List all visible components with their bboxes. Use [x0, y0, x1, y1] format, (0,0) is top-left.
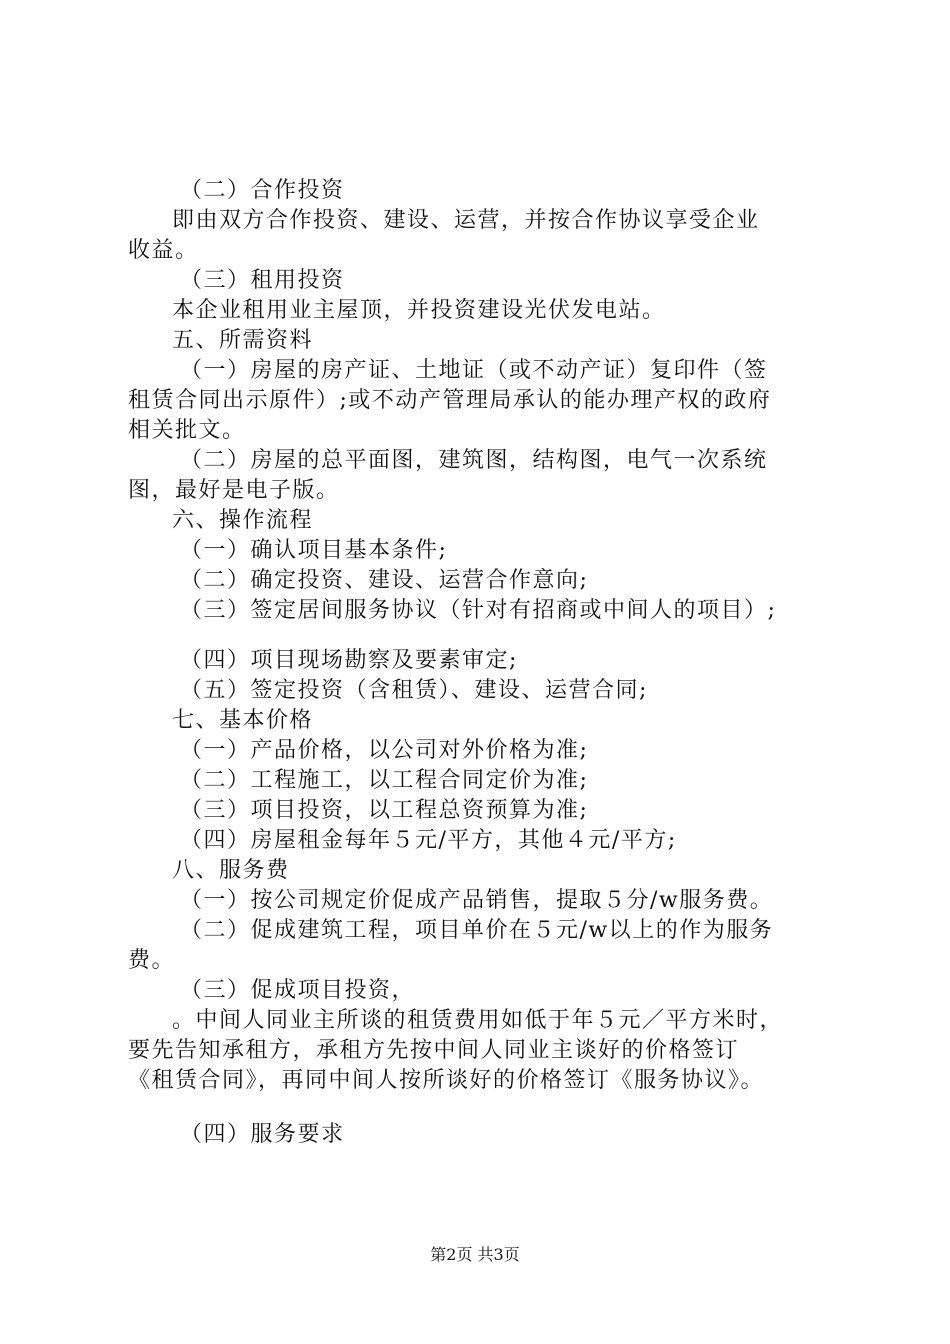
paragraph-line: 费。 [128, 948, 176, 973]
section-heading: （四）服务要求 [180, 1122, 345, 1147]
section-heading: （二）合作投资 [180, 178, 345, 203]
paragraph-line: （二）房屋的总平面图，建筑图，结构图，电气一次系统 [180, 448, 768, 473]
paragraph-line: （一）房屋的房产证、土地证（或不动产证）复印件（签 [180, 358, 768, 383]
list-item: （一）产品价格，以公司对外价格为准; [180, 738, 589, 763]
list-item: （二）工程施工，以工程合同定价为准; [180, 768, 589, 793]
paragraph-line: 《租赁合同》，再同中间人按所谈好的价格签订《服务协议》。 [128, 1068, 765, 1093]
list-item: （一）确认项目基本条件; [180, 538, 448, 563]
list-item: （三）签定居间服务协议（针对有招商或中间人的项目）; [180, 598, 777, 623]
list-item: （四）项目现场勘察及要素审定; [180, 648, 518, 673]
paragraph-line: 相关批文。 [128, 418, 246, 443]
paragraph-line: 。中间人同业主所谈的租赁费用如低于年５元／平方米时， [172, 1008, 784, 1033]
paragraph-line: 本企业租用业主屋顶，并投资建设光伏发电站。 [172, 298, 666, 323]
paragraph-line: 即由双方合作投资、建设、运营，并按合作协议享受企业 [172, 208, 760, 233]
paragraph-line: 要先告知承租方，承租方先按中间人同业主谈好的价格签订 [128, 1038, 740, 1063]
list-item: （三）促成项目投资， [180, 978, 416, 1003]
list-item: （一）按公司规定价促成产品销售，提取５分/w服务费。 [180, 888, 774, 913]
page-number-footer: 第2页 共3页 [430, 1245, 520, 1264]
paragraph-line: 租赁合同出示原件）;或不动产管理局承认的能办理产权的政府 [128, 388, 772, 413]
list-item: （三）项目投资，以工程总资预算为准; [180, 798, 589, 823]
paragraph-line: 图，最好是电子版。 [128, 478, 340, 503]
document-body [128, 176, 840, 1150]
list-item: （五）签定投资（含租赁）、建设、运营合同; [180, 678, 648, 703]
chapter-heading: 七、基本价格 [172, 708, 314, 733]
list-item: （四）房屋租金每年５元/平方，其他４元/平方; [180, 828, 677, 853]
chapter-heading: 八、服务费 [172, 858, 290, 883]
paragraph-line: 收益。 [128, 238, 199, 263]
chapter-heading: 五、所需资料 [172, 328, 314, 353]
list-item: （二）促成建筑工程，项目单价在５元/w以上的作为服务 [180, 918, 774, 943]
chapter-heading: 六、操作流程 [172, 508, 314, 533]
list-item: （二）确定投资、建设、运营合作意向; [180, 568, 589, 593]
section-heading: （三）租用投资 [180, 268, 345, 293]
